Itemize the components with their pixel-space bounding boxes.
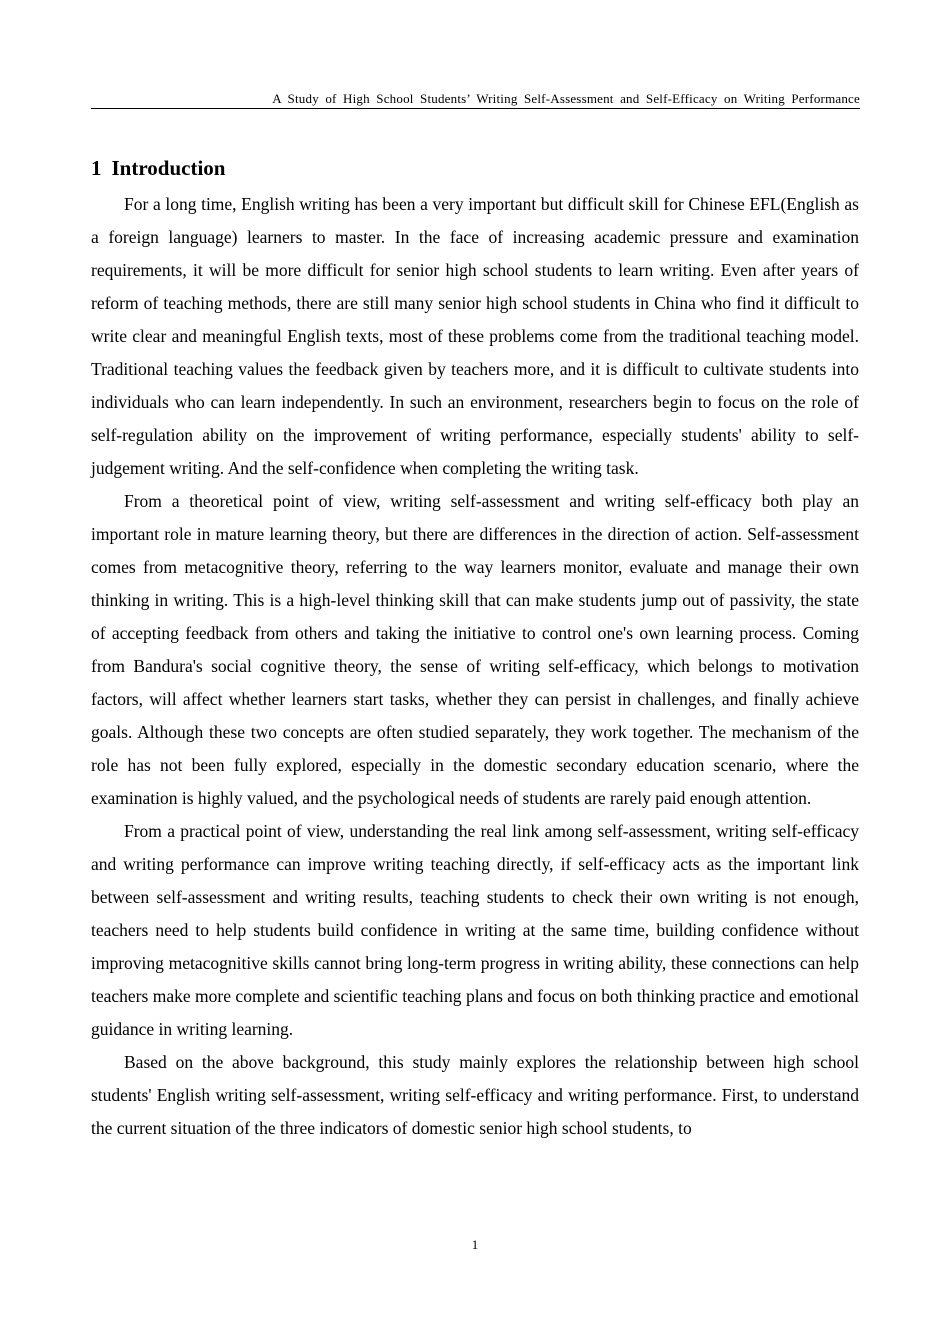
paragraph-practical: From a practical point of view, understanding the real link among self-assessment, writing self-efficacy and writing performance can improve writing teaching directly, if self-efficacy acts as the important link between self-assessment and writing results, teaching students to check their own writing is not enough, teachers need to help students build confidence in writing at the same time, building confidence without improving metacognitive skills cannot bring long-term progress in writing ability, these connections can help teachers make more complete and scientific teaching plans and focus on both thinking practice and emotional guidance in writing learning.: [91, 821, 859, 1039]
paragraph-study-aim: Based on the above background, this study mainly explores the relationship between high school students' English writing self-assessment, writing self-efficacy and writing performance. First, to understand the current situation of the three indicators of domestic senior high school students, to: [91, 1052, 859, 1138]
section-heading: [91, 154, 225, 182]
paragraph-background: For a long time, English writing has been a very important but difficult skill for Chinese EFL(English as a foreign language) learners to master. In the face of increasing academic pressure and examination requirements, it will be more difficult for senior high school students to learn writing. Even after years of reform of teaching methods, there are still many senior high school students in China who find it difficult to write clear and meaningful English texts, most of these problems come from the traditional teaching model. Traditional teaching values the feedback given by teachers more, and it is difficult to cultivate students into individuals who can learn independently. In such an environment, researchers begin to focus on the role of self-regulation ability on the improvement of writing performance, especially students' ability to self-judgement writing. And the self-confidence when completing the writing task.: [91, 194, 859, 478]
header-rule: [91, 108, 860, 109]
running-header: A Study of High School Students’ Writing Self-Assessment and Self-Efficacy on Writing Performance: [272, 91, 860, 106]
page-number: 1: [471, 1237, 479, 1252]
section-number: 1: [91, 156, 102, 180]
section-title: Introduction: [111, 156, 226, 180]
paragraph-theoretical: From a theoretical point of view, writing self-assessment and writing self-efficacy both play an important role in mature learning theory, but there are differences in the direction of action. Self-assessment comes from metacognitive theory, referring to the way learners monitor, evaluate and manage their own thinking in writing. This is a high-level thinking skill that can make students jump out of passivity, the state of accepting feedback from others and taking the initiative to control one's own learning process. Coming from Bandura's social cognitive theory, the sense of writing self-efficacy, which belongs to motivation factors, will affect whether learners start tasks, whether they can persist in challenges, and finally achieve goals. Although these two concepts are often studied separately, they work together. The mechanism of the role has not been fully explored, especially in the domestic secondary education scenario, where the examination is highly valued, and the psychological needs of students are rarely paid enough attention.: [91, 491, 859, 808]
body-text: [91, 188, 859, 1145]
